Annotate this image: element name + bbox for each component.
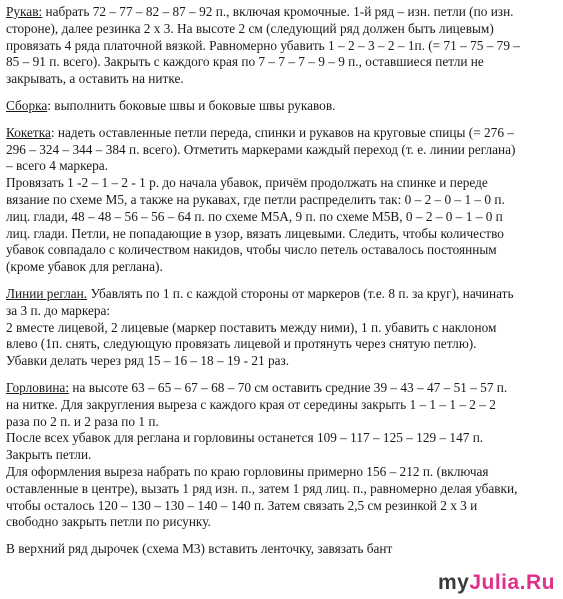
- watermark-part-my: my: [437, 571, 470, 594]
- text-line: свободно закрыть петли по рисунку.: [6, 514, 211, 530]
- text-line: Для оформления выреза набрать по краю горловины примерно 156 – 212 п. (включая: [6, 463, 489, 479]
- section-yoke: [6, 125, 557, 276]
- section-heading: Сборка: [6, 97, 48, 113]
- text-line: вязание по схеме М5, а также на рукавах, где петли распределить так: 0 – 2 – 0 – 1 – 0 п.: [6, 191, 505, 207]
- text-line: : выполнить боковые швы и боковые швы рукавов.: [47, 97, 336, 113]
- text-line: на высоте 63 – 65 – 67 – 68 – 70 см оставить средние 39 – 43 – 47 – 51 – 57 п.: [69, 379, 508, 395]
- text-line: лиц. глади, 48 – 48 – 56 – 56 – 64 п. по схеме М5А, 9 п. по схеме М5В, 0 – 2 – 0 – 1 – 0 п: [6, 208, 503, 224]
- watermark-part-julia: Julia: [469, 571, 520, 594]
- text-line: Убавлять по 1 п. с каждой стороны от маркеров (т.е. 8 п. за круг), начинать: [87, 285, 514, 301]
- text-line: чтобы осталось 120 – 130 – 130 – 140 – 140 п. Затем связать 2,5 см резинкой 2 х 3 и: [6, 497, 478, 513]
- section-heading: Линии реглан.: [6, 285, 88, 301]
- text-line: В верхний ряд дырочек (схема М3) вставить ленточку, завязать бант: [6, 541, 393, 557]
- text-line: убавок совпадало с количеством накидов, чтобы число петель оставалось постоянным: [6, 242, 497, 258]
- text-line: – всего 4 маркера.: [6, 158, 108, 174]
- text-line: закрывать, а оставить на нитке.: [6, 71, 184, 87]
- text-line: Провязать 1 -2 – 1 – 2 - 1 р. до начала убавок, причём продолжать на спинке и переде: [6, 175, 488, 191]
- text-line: 296 – 324 – 344 – 384 п. всего). Отметить маркерами каждый переход (т. е. линии реглана): [6, 141, 516, 157]
- text-line: за 3 п. до маркера:: [6, 302, 111, 318]
- text-line: влево (1п. снять, следующую провязать лицевой и протянуть через снятую петлю).: [6, 336, 477, 352]
- text-line: стороне), далее резинка 2 х 3. На высоте 2 см (следующий ряд должен быть лицевым): [6, 20, 494, 36]
- text-line: набрать 72 – 77 – 82 – 87 – 92 п., включая кромочные. 1-й ряд – изн. петли (по изн.: [45, 4, 514, 19]
- site-watermark-logo: [434, 571, 555, 595]
- section-assembly: [6, 98, 557, 115]
- section-heading: Горловина:: [6, 379, 70, 395]
- section-heading: Рукав:: [6, 4, 43, 19]
- text-line: 2 вместе лицевой, 2 лицевые (маркер поставить между ними), 1 п. убавить с наклоном: [6, 319, 497, 335]
- text-line: 85 – 91 п. всего). Закрыть с каждого края по 7 – 7 – 7 – 9 – 9 п., оставшиеся петли не: [6, 54, 484, 70]
- text-line: Закрыть петли.: [6, 447, 92, 463]
- section-neckline: [6, 380, 557, 531]
- document-body: [6, 4, 557, 565]
- section-sleeve: [6, 4, 557, 88]
- text-line: на нитке. Для закругления выреза с каждого края от середины закрыть 1 – 1 – 1 – 2 – 2: [6, 396, 496, 412]
- section-raglan: [6, 286, 557, 370]
- text-line: провязать 4 ряда платочной вязкой. Равномерно убавить 1 – 2 – 3 – 2 – 1п. (= 71 – 75 – 79 –: [6, 37, 520, 53]
- text-line: Убавки делать через ряд 15 – 16 – 18 – 19 - 21 раз.: [6, 353, 290, 369]
- section-ribbon: [6, 541, 557, 558]
- section-heading: Кокетка: [6, 124, 51, 140]
- text-line: раза по 2 п. и 2 раза по 1 п.: [6, 413, 159, 429]
- text-line: : надеть оставленные петли переда, спинки и рукавов на круговые спицы (= 276 –: [50, 124, 514, 140]
- text-line: (кроме убавок для реглана).: [6, 259, 163, 275]
- text-line: лиц. глади. Петли, не попадающие в узор, вязать лицевыми. Следить, чтобы количество: [6, 225, 504, 241]
- text-line: После всех убавок для реглана и горловины останется 109 – 117 – 125 – 129 – 147 п.: [6, 430, 484, 446]
- watermark-part-ru: .Ru: [519, 571, 555, 594]
- text-line: оставленные в центре), вызать 1 ряд изн. п., затем 1 ряд лиц. п., равномерно делая убавки,: [6, 480, 518, 496]
